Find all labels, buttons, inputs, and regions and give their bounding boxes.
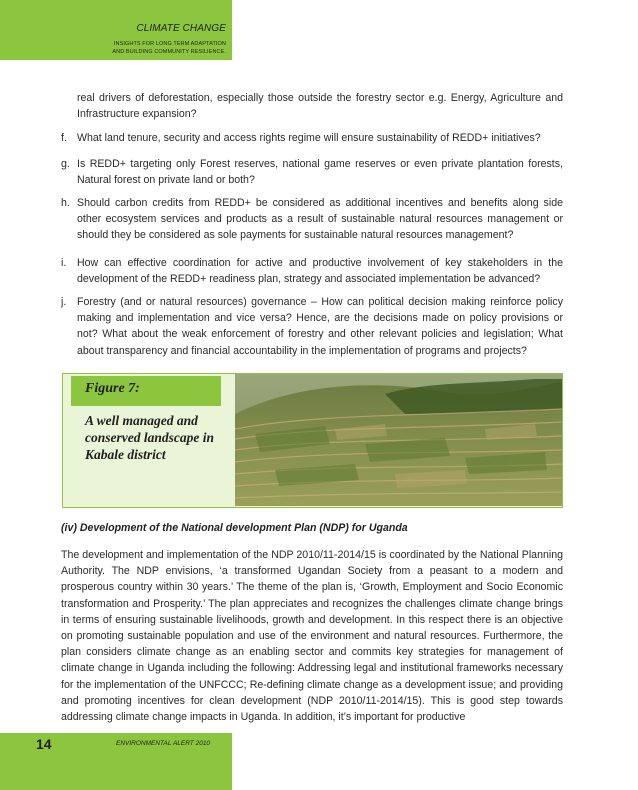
section-paragraph: The development and implementation of the NDP 2010/11-2014/15 is coordinated by the National Planning Authority. The NDP envisions, ‘a transformed Ugandan Society from a peasant to a modern and prosperous country within 30 years.’ The theme of the plan is, ‘Growth, Employment and Socio Economic transformation and Prosperity.’ The plan appreciates and recognizes the challenges climate change brings in terms of ensuring sustainable livelihoods, growth and development. In this respect there is an objective on promoting sustainable population and use of the environment and natural resources. Furthermore, the plan considers climate change as an enabling sector and commits key strategies for management of climate change in Uganda including the following: Addressing legal and institutional frameworks necessary for the implementation of the UNFCCC; Re-defining climate change as a development issue; and providing and promoting incentives for clean development (NDP 2010/11-2014/15). This is good step towards addressing climate change impacts in Uganda. In addition, it’s important for productive <box>61 549 563 724</box>
landscape-photo <box>235 374 562 506</box>
section-heading: (iv) Development of the National development Plan (NDP) for Uganda <box>61 522 408 534</box>
figure-box <box>62 373 563 508</box>
question-text: Forestry (and or natural resources) governance – How can political decision making reinforce policy making and implementation and vice versa? Hence, are the decisions made on policy provisions or not? What about the weak enforcement of forestry and other relevant policies and legislation; What about transparency and financial accountability in the implementation of programs and projects? <box>77 296 563 357</box>
header-subtitle-line2: AND BUILDING COMMUNITY RESILIENCE. <box>112 49 226 55</box>
header-title: CLIMATE CHANGE <box>136 23 226 34</box>
page-number: 14 <box>36 736 52 752</box>
question-text: Should carbon credits from REDD+ be considered as additional incentives and benefits along side other ecosystem services and products as a result of sustainable natural resources management or should they be considered as sole payments for sustainable natural resources management? <box>77 197 563 242</box>
question-mark: g. <box>61 158 70 170</box>
question-mark: i. <box>61 257 67 269</box>
question-mark: f. <box>61 132 67 144</box>
figure-label-band <box>71 376 221 406</box>
question-text: What land tenure, security and access rights regime will ensure sustainability of REDD+ initiatives? <box>77 132 541 144</box>
figure-caption: A well managed and conserved landscape in Kabale district <box>85 413 214 462</box>
intro-continuation: real drivers of deforestation, especially those outside the forestry sector e.g. Energy, Agriculture and Infrastructure expansion? <box>77 92 563 121</box>
header-band <box>0 0 232 60</box>
question-text: Is REDD+ targeting only Forest reserves, national game reserves or even private plantation forests, Natural forest on private land or both? <box>77 158 563 187</box>
question-mark: h. <box>61 197 70 209</box>
figure-label: Figure 7: <box>85 381 140 396</box>
header-subtitle-line1: INSIGHTS FOR LONG TERM ADAPTATION <box>113 41 226 47</box>
footer-publication: ENVIRONMENTAL ALERT 2010 <box>116 740 211 747</box>
question-mark: j. <box>61 296 67 308</box>
question-text: How can effective coordination for active and productive involvement of key stakeholders in the development of the REDD+ readiness plan, strategy and associated implementation be advanced? <box>77 257 563 286</box>
